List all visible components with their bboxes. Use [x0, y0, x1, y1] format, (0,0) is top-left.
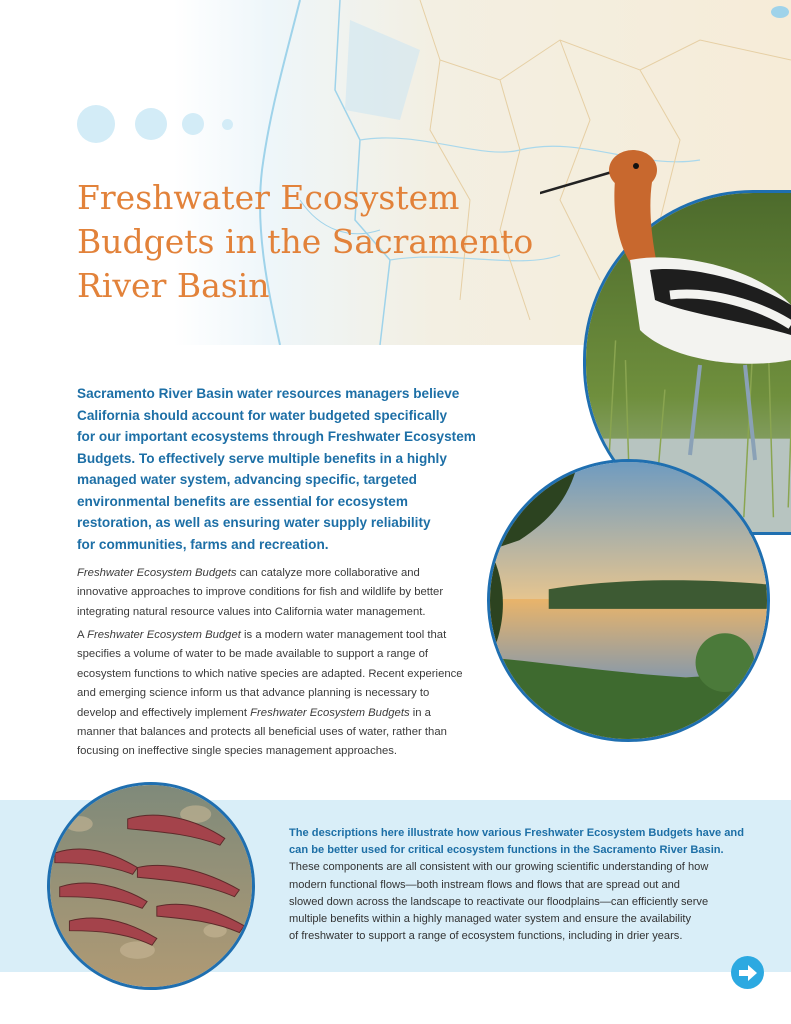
lead-line: Budgets. To effectively serve multiple benefits in a highly [77, 450, 447, 466]
body-line [77, 564, 452, 583]
body-line: innovative approaches to improve conditions for fish and wildlife by better [77, 586, 444, 599]
body-text: can catalyze more collaborative and [236, 567, 420, 579]
body-line [77, 704, 452, 723]
body-line: manner that balances and protects all beneficial uses of water, rather than [77, 726, 447, 739]
band-line: multiple benefits within a highly managed water system and ensure the availability [289, 913, 692, 926]
next-page-button[interactable] [731, 956, 764, 989]
lead-line: restoration, as well as ensuring water supply reliability [77, 515, 431, 530]
title-line: River Basin [77, 266, 270, 305]
body-line: specifies a volume of water to be made available to support a range of [77, 648, 429, 661]
title-line: Freshwater Ecosystem [77, 178, 460, 217]
body-text: develop and effectively implement [77, 706, 251, 719]
body-paragraph-1 [77, 564, 452, 622]
body-text: A [77, 629, 88, 641]
body-line: and emerging science inform us that advance planning is necessary to [77, 687, 430, 700]
arrow-right-icon [738, 965, 758, 981]
body-line: focusing on ineffective single species management approaches. [77, 745, 398, 758]
body-text: in a [409, 706, 431, 719]
salmon-photo [47, 782, 255, 990]
italic-term: Freshwater Ecosystem Budgets [77, 567, 237, 579]
river-sunset-photo [487, 459, 770, 742]
lead-line: California should account for water budgeted specifically [77, 407, 448, 423]
italic-term: Freshwater Ecosystem Budgets [250, 706, 410, 719]
lead-line: Sacramento River Basin water resources managers believe [77, 386, 460, 401]
body-line: integrating natural resource values into California water management. [77, 605, 426, 618]
lead-paragraph [77, 383, 476, 555]
title-line: Budgets in the Sacramento [77, 222, 534, 261]
lead-line: for communities, farms and recreation. [77, 536, 329, 552]
band-bold-line: The descriptions here illustrate how various Freshwater Ecosystem Budgets have and [289, 827, 744, 839]
band-line: modern functional flows—both instream flows and flows that are spread out and [289, 878, 680, 891]
avocet-bird-illustration [540, 130, 791, 470]
lead-line: environmental benefits are essential for ecosystem [77, 493, 408, 509]
lead-line: for our important ecosystems through Freshwater Ecosystem [77, 429, 476, 444]
body-text: is a modern water management tool that [240, 629, 447, 641]
body-line: ecosystem functions to which native species are adapted. Recent experience [77, 667, 463, 680]
band-line: of freshwater to support a range of ecosystem functions, including in drier years. [289, 930, 683, 943]
band-paragraph [289, 825, 744, 945]
body-line [77, 626, 452, 645]
italic-term: Freshwater Ecosystem Budget [87, 629, 241, 641]
body-paragraph-2 [77, 626, 463, 762]
band-line: These components are all consistent with our growing scientific understanding of how [289, 861, 709, 874]
band-line: slowed down across the landscape to reactivate our floodplains—can efficiently serve [289, 895, 709, 908]
band-bold-line: can be better used for critical ecosystem functions in the Sacramento River Basin. [289, 844, 724, 857]
lead-line: managed water system, advancing specific, targeted [77, 472, 417, 487]
page-title [77, 176, 577, 308]
